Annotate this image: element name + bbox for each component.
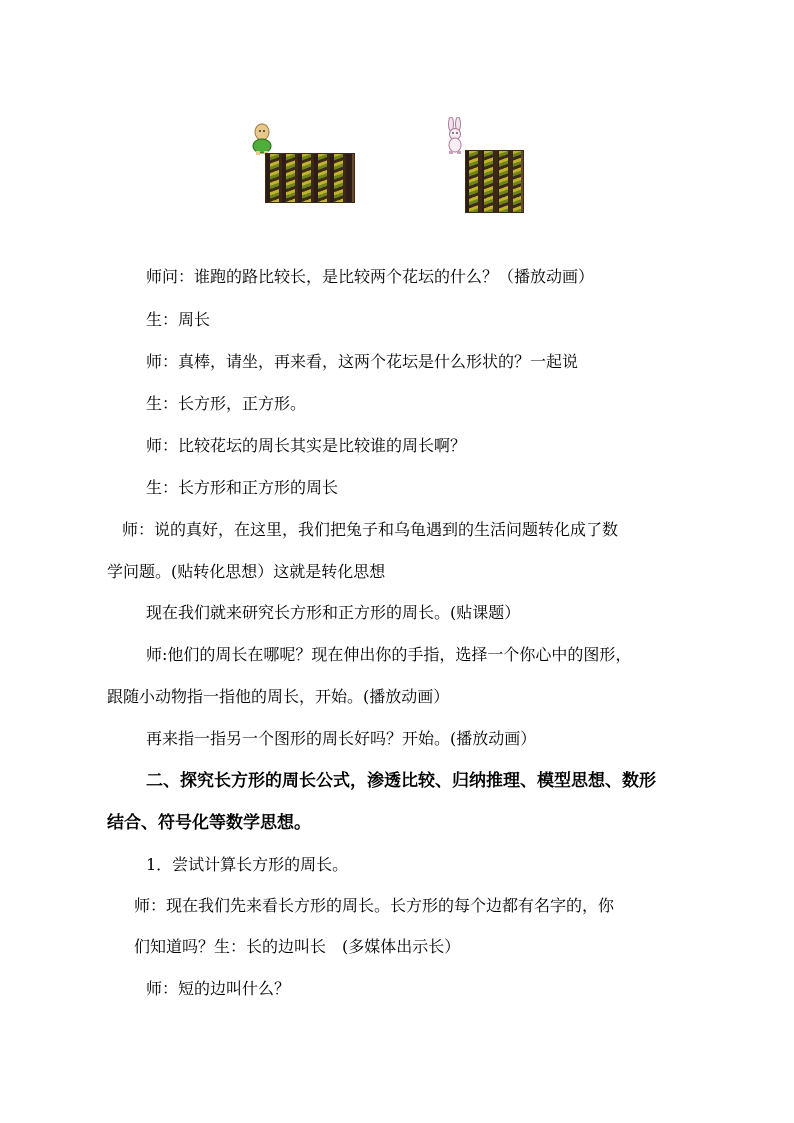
rabbit-figure (443, 117, 467, 155)
turtle-figure (250, 122, 274, 156)
square-flower-bed (465, 150, 524, 213)
rectangle-flower-bed (265, 153, 355, 203)
